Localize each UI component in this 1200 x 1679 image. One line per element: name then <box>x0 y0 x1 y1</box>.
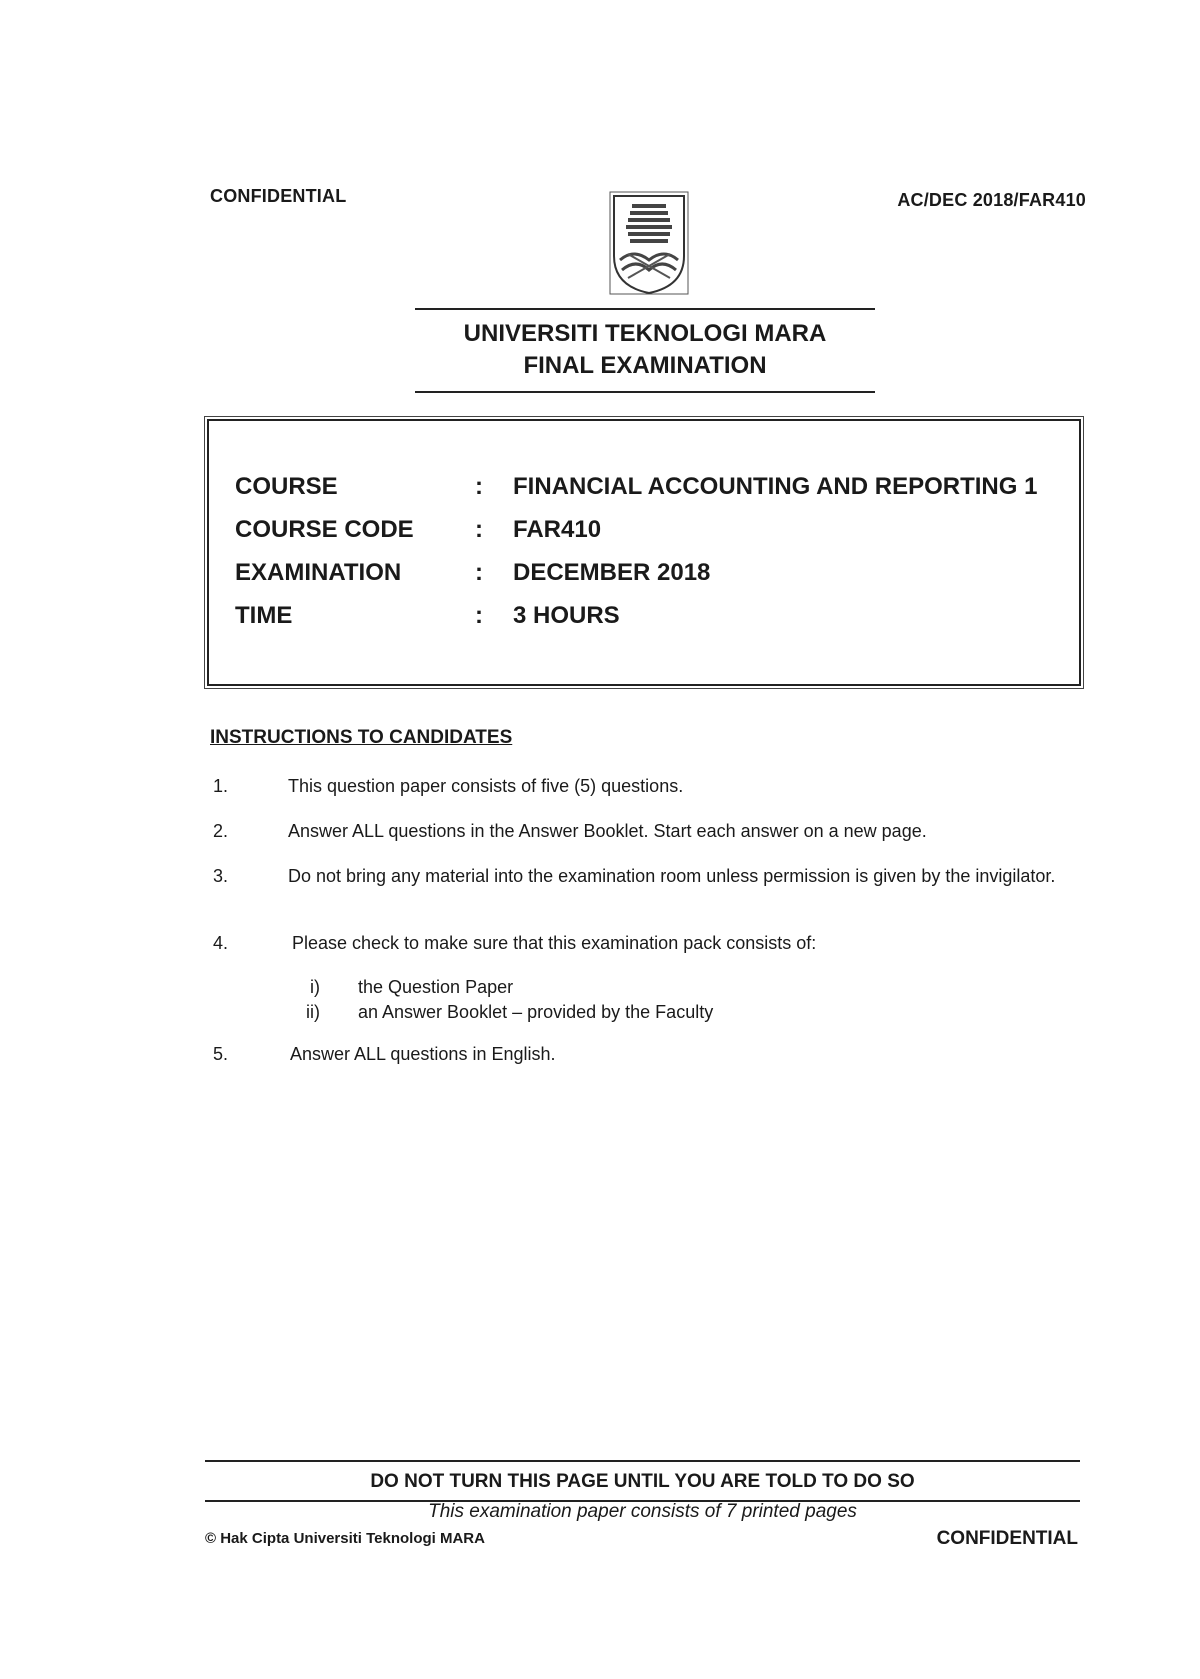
instruction-number: 4. <box>213 933 229 953</box>
sub-item-numeral: i) <box>310 977 320 997</box>
course-value: FINANCIAL ACCOUNTING AND REPORTING 1 <box>513 473 1038 500</box>
instruction-text: Answer ALL questions in English. <box>290 1044 556 1064</box>
university-name: UNIVERSITI TEKNOLOGI MARA <box>463 320 827 347</box>
title-top-rule <box>415 308 875 310</box>
time-colon: : <box>475 602 483 629</box>
instruction-text: Do not bring any material into the examination room unless permission is given by the invigilator. <box>288 866 1056 886</box>
exam-type: FINAL EXAMINATION <box>523 352 767 379</box>
examination-label: EXAMINATION <box>235 559 402 586</box>
course-code-colon: : <box>475 516 483 543</box>
paper-code-header: AC/DEC 2018/FAR410 <box>897 190 1086 210</box>
copyright-notice: © Hak Cipta Universiti Teknologi MARA <box>205 1530 485 1547</box>
instruction-number: 2. <box>213 821 229 841</box>
examination-colon: : <box>475 559 483 586</box>
time-label: TIME <box>235 602 293 629</box>
instruction-number: 1. <box>213 776 229 796</box>
do-not-turn-warning: DO NOT TURN THIS PAGE UNTIL YOU ARE TOLD TO DO SO <box>370 1471 915 1492</box>
examination-value: DECEMBER 2018 <box>513 559 711 586</box>
confidential-header-label: CONFIDENTIAL <box>210 186 347 206</box>
sub-item-numeral: ii) <box>306 1002 320 1022</box>
confidential-footer-label: CONFIDENTIAL <box>936 1528 1078 1549</box>
sub-item-text: the Question Paper <box>358 977 514 997</box>
university-title <box>415 318 875 382</box>
printed-pages-note: This examination paper consists of 7 printed pages <box>428 1501 857 1522</box>
time-value: 3 HOURS <box>513 602 620 629</box>
course-code-value: FAR410 <box>513 516 602 543</box>
course-colon: : <box>475 473 483 500</box>
instruction-text: Please check to make sure that this examination pack consists of: <box>292 933 817 953</box>
instruction-text: This question paper consists of five (5) questions. <box>288 776 684 796</box>
university-crest-icon <box>608 190 690 296</box>
instructions-title: INSTRUCTIONS TO CANDIDATES <box>210 727 513 748</box>
instruction-number: 5. <box>213 1044 229 1064</box>
course-label: COURSE <box>235 473 338 500</box>
title-bottom-rule <box>415 391 875 393</box>
course-code-label: COURSE CODE <box>235 516 414 543</box>
instruction-text: Answer ALL questions in the Answer Booklet. Start each answer on a new page. <box>288 821 927 841</box>
footer-top-rule <box>205 1460 1080 1462</box>
sub-item-text: an Answer Booklet – provided by the Faculty <box>358 1002 714 1022</box>
instruction-number: 3. <box>213 866 229 886</box>
course-details-box <box>207 419 1081 686</box>
